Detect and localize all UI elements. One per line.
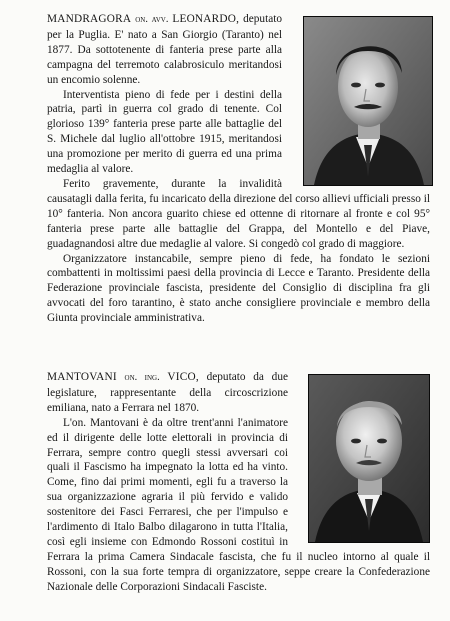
paragraph-text: deputato da due legislature, rappresentante della circoscrizione emiliana, nato a Ferrara nel 1870.	[47, 371, 288, 414]
paragraph-4: Organizzatore instancabile, sempre pieno di fede, ha fondato le sezioni combattenti in moltissimi paesi della provincia di Lecce e Taranto. Presidente della Federazione provinciale fascista, presidente del Consiglio di disciplina fra gli avvocati del foro tarantino, è stato anche consigliere provinciale e membro della Giunta provinciale amministrativa.	[47, 252, 430, 325]
honorific-titles: on. ing.	[124, 372, 160, 383]
paragraph-text: deputato per la Puglia. E' nato a San Giorgio (Taranto) nel 1877. Da sottotenente di fanteria prese parte alla campagna del terremoto calabrosiculo meritandosi un encomio solenne.	[47, 13, 283, 86]
surname: MANDRAGORA	[47, 13, 132, 25]
paragraph-3: Ferito gravemente, durante la invalidità causatagli dalla ferita, fu incaricato della direzione del corso allievi ufficiali presso il 10° fanteria. Non ancora guarito chiese ed ottenne di ritornare al fronte e col 95° fanteria prese parte alle battaglie del Grappa, del Montello e del Piave, guadagnandosi altre due medaglie al valore. Si congedò col grado di maggiore.	[47, 177, 430, 250]
biography-text-mandragora	[47, 12, 430, 326]
paragraph-2: Interventista pieno di fede per i destini della patria, partì in guerra col grado di tenente. Col glorioso 139° fanteria prese parte alle battaglie del S. Michele dal luglio all'ottobre 1915, meritandosi una promozione per merito di guerra ed una prima medaglia al valore.	[47, 88, 282, 176]
paragraph-2: L'on. Mantovani è da oltre trent'anni l'animatore ed il dirigente delle lotte elettorali in provincia di Ferrara, sempre contro quegli stessi avversari coi quali il Fascismo ha impegnato la lotta ed ha vinto. Come, fino dai primi momenti, egli fu a traverso la sua organizzazione agraria il più fervido e valido sostenitore dei Fasci Ferraresi, che per l'impulso e l'ardimento di Italo Balbo dilagarono in tutta l'Italia, così egli insieme con Edmondo Rossoni costituì in Ferrara la prima Camera Sindacale fascista, che fu il nucleo intorno al quale il Rossoni, con la sua forte tempra di organizzatore, seppe creare la Confederazione Nazionale delle Corporazioni Sindacali Fasciste.	[47, 416, 430, 593]
portrait-spacer	[296, 370, 430, 543]
biography-entry-mantovani	[0, 362, 450, 621]
given-name: VICO,	[167, 371, 199, 383]
honorific-titles: on. avv.	[135, 14, 169, 25]
surname: MANTOVANI	[47, 371, 117, 383]
given-name: LEONARDO,	[172, 13, 240, 25]
biography-text-mantovani	[47, 370, 430, 595]
portrait-spacer	[290, 12, 430, 190]
